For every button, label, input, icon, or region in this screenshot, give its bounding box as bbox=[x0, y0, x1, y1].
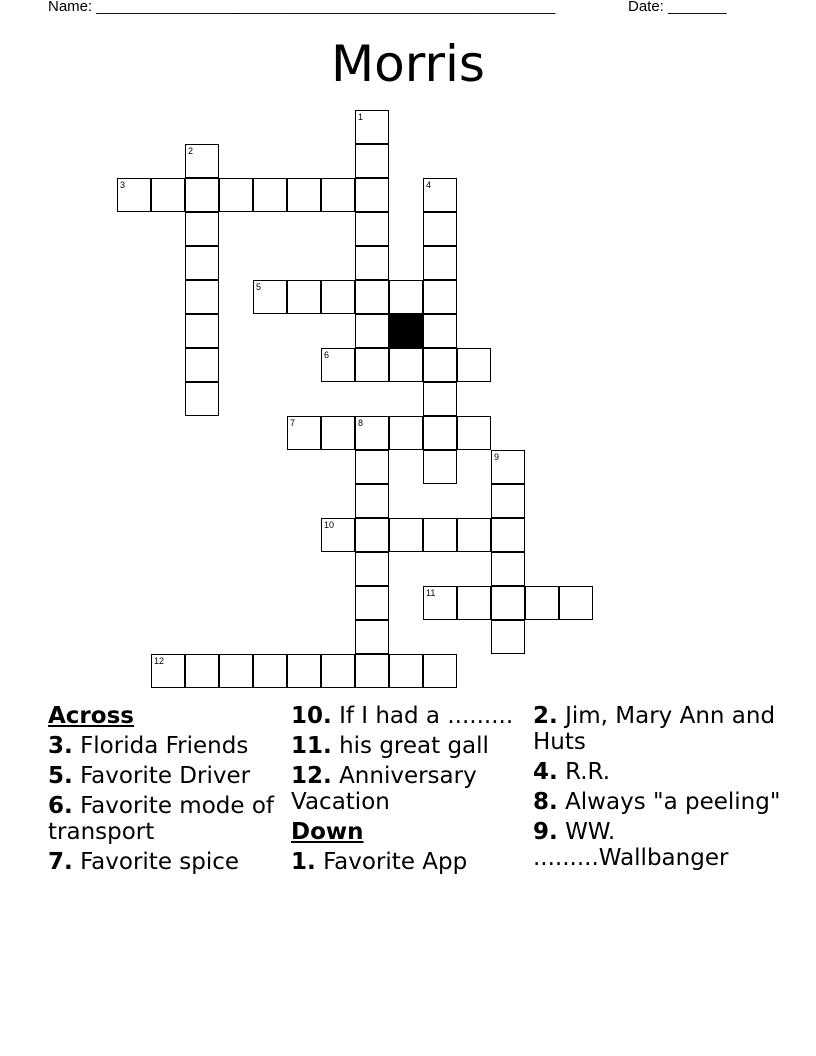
clue-text: R.R. bbox=[565, 759, 611, 785]
clue-text: Always "a peeling" bbox=[565, 789, 781, 815]
clue-number: 7. bbox=[48, 849, 73, 875]
grid-cell[interactable] bbox=[355, 110, 389, 144]
grid-cell[interactable] bbox=[355, 348, 389, 382]
grid-cell[interactable] bbox=[321, 348, 355, 382]
clue-down-2 bbox=[533, 703, 803, 755]
grid-cell[interactable] bbox=[321, 518, 355, 552]
grid-cell[interactable] bbox=[355, 212, 389, 246]
grid-cell[interactable] bbox=[355, 314, 389, 348]
grid-cell[interactable] bbox=[185, 382, 219, 416]
clue-column-1 bbox=[48, 703, 278, 879]
clue-text: WW. .........Wallbanger bbox=[533, 819, 729, 871]
grid-cell[interactable] bbox=[457, 518, 491, 552]
clue-number: 6. bbox=[48, 793, 73, 819]
grid-cell[interactable] bbox=[287, 416, 321, 450]
across-heading: Across bbox=[48, 703, 134, 729]
grid-cell[interactable] bbox=[253, 280, 287, 314]
grid-cell[interactable] bbox=[355, 654, 389, 688]
clue-across-11 bbox=[291, 733, 531, 759]
grid-cell[interactable] bbox=[423, 280, 457, 314]
grid-cell[interactable] bbox=[389, 416, 423, 450]
grid-cell[interactable] bbox=[389, 280, 423, 314]
grid-cell[interactable] bbox=[287, 178, 321, 212]
clue-text: Favorite spice bbox=[80, 849, 240, 875]
grid-cell[interactable] bbox=[355, 144, 389, 178]
name-field-label: Name: _______________________________________________________ bbox=[48, 0, 556, 15]
grid-cell[interactable] bbox=[559, 586, 593, 620]
clue-number: 1. bbox=[291, 849, 316, 875]
grid-cell[interactable] bbox=[321, 280, 355, 314]
clue-text: Anniversary Vacation bbox=[291, 763, 477, 815]
date-field-label: Date: _______ bbox=[628, 0, 727, 15]
grid-cell[interactable] bbox=[423, 586, 457, 620]
grid-cell[interactable] bbox=[491, 518, 525, 552]
grid-cell[interactable] bbox=[491, 450, 525, 484]
grid-cell[interactable] bbox=[355, 416, 389, 450]
grid-cell[interactable] bbox=[185, 348, 219, 382]
grid-cell[interactable] bbox=[423, 518, 457, 552]
grid-cell[interactable] bbox=[423, 246, 457, 280]
clue-text: Florida Friends bbox=[80, 733, 249, 759]
grid-cell[interactable] bbox=[355, 178, 389, 212]
grid-cell[interactable] bbox=[423, 654, 457, 688]
grid-cell[interactable] bbox=[457, 586, 491, 620]
clue-text: Jim, Mary Ann and Huts bbox=[533, 703, 776, 755]
grid-cell[interactable] bbox=[491, 586, 525, 620]
down-heading: Down bbox=[291, 819, 364, 845]
grid-cell[interactable] bbox=[185, 212, 219, 246]
clue-across-3 bbox=[48, 733, 278, 759]
clue-number-label: 5 bbox=[256, 282, 262, 292]
clue-number-label: 12 bbox=[154, 656, 165, 666]
grid-cell[interactable] bbox=[389, 654, 423, 688]
clue-down-8 bbox=[533, 789, 803, 815]
grid-cell[interactable] bbox=[491, 552, 525, 586]
clue-across-10 bbox=[291, 703, 531, 729]
clue-text: Favorite App bbox=[323, 849, 468, 875]
grid-cell[interactable] bbox=[423, 450, 457, 484]
grid-cell[interactable] bbox=[321, 654, 355, 688]
grid-cell[interactable] bbox=[287, 654, 321, 688]
grid-cell[interactable] bbox=[321, 416, 355, 450]
clue-number: 9. bbox=[533, 819, 558, 845]
grid-cell[interactable] bbox=[185, 314, 219, 348]
grid-cell[interactable] bbox=[355, 552, 389, 586]
grid-cell[interactable] bbox=[525, 586, 559, 620]
grid-cell[interactable] bbox=[355, 620, 389, 654]
clue-down-1 bbox=[291, 849, 531, 875]
clue-number-label: 10 bbox=[324, 520, 335, 530]
clue-number-label: 1 bbox=[358, 112, 364, 122]
grid-cell[interactable] bbox=[423, 348, 457, 382]
grid-cell[interactable] bbox=[253, 178, 287, 212]
grid-cell[interactable] bbox=[355, 450, 389, 484]
grid-cell[interactable] bbox=[287, 280, 321, 314]
grid-cell[interactable] bbox=[321, 178, 355, 212]
grid-cell[interactable] bbox=[423, 382, 457, 416]
clue-column-3 bbox=[533, 703, 803, 875]
clue-number: 5. bbox=[48, 763, 73, 789]
clue-number: 11. bbox=[291, 733, 332, 759]
clue-number-label: 4 bbox=[426, 180, 432, 190]
grid-cell[interactable] bbox=[389, 518, 423, 552]
clue-number: 10. bbox=[291, 703, 332, 729]
clue-down-4 bbox=[533, 759, 803, 785]
puzzle-title: Morris bbox=[331, 35, 485, 93]
grid-cell[interactable] bbox=[491, 484, 525, 518]
grid-cell[interactable] bbox=[117, 178, 151, 212]
grid-cell[interactable] bbox=[219, 654, 253, 688]
clue-text: Favorite Driver bbox=[80, 763, 251, 789]
clue-number-label: 9 bbox=[494, 452, 500, 462]
clue-text: Favorite mode of transport bbox=[48, 793, 274, 845]
grid-cell[interactable] bbox=[457, 416, 491, 450]
clue-across-6 bbox=[48, 793, 278, 845]
grid-cell[interactable] bbox=[253, 654, 287, 688]
grid-cell[interactable] bbox=[355, 586, 389, 620]
clue-number-label: 2 bbox=[188, 146, 194, 156]
clue-text: If I had a ......... bbox=[339, 703, 514, 729]
clue-number-label: 3 bbox=[120, 180, 126, 190]
grid-cell[interactable] bbox=[355, 518, 389, 552]
grid-cell[interactable] bbox=[185, 178, 219, 212]
clue-across-12 bbox=[291, 763, 531, 815]
grid-cell[interactable] bbox=[423, 314, 457, 348]
clue-across-5 bbox=[48, 763, 278, 789]
clue-number-label: 8 bbox=[358, 418, 364, 428]
grid-cell[interactable] bbox=[355, 280, 389, 314]
grid-cell[interactable] bbox=[423, 178, 457, 212]
grid-cell[interactable] bbox=[355, 246, 389, 280]
clue-number: 8. bbox=[533, 789, 558, 815]
grid-cell[interactable] bbox=[151, 178, 185, 212]
clue-number: 4. bbox=[533, 759, 558, 785]
clue-text: his great gall bbox=[339, 733, 489, 759]
clue-down-9 bbox=[533, 819, 803, 871]
clue-number-label: 7 bbox=[290, 418, 296, 428]
clue-number-label: 6 bbox=[324, 350, 330, 360]
grid-cell[interactable] bbox=[423, 416, 457, 450]
grid-cell[interactable] bbox=[185, 280, 219, 314]
grid-cell[interactable] bbox=[491, 620, 525, 654]
clue-number: 12. bbox=[291, 763, 332, 789]
clue-column-2 bbox=[291, 703, 531, 879]
grid-cell[interactable] bbox=[355, 484, 389, 518]
clue-across-7 bbox=[48, 849, 278, 875]
clue-number: 2. bbox=[533, 703, 558, 729]
grid-cell[interactable] bbox=[423, 212, 457, 246]
grid-cell[interactable] bbox=[185, 246, 219, 280]
grid-cell[interactable] bbox=[151, 654, 185, 688]
clue-number-label: 11 bbox=[426, 588, 436, 598]
grid-cell[interactable] bbox=[185, 654, 219, 688]
clue-number: 3. bbox=[48, 733, 73, 759]
grid-cell[interactable] bbox=[219, 178, 253, 212]
grid-black-cell bbox=[389, 314, 423, 348]
grid-cell[interactable] bbox=[457, 348, 491, 382]
grid-cell[interactable] bbox=[185, 144, 219, 178]
grid-cell[interactable] bbox=[389, 348, 423, 382]
